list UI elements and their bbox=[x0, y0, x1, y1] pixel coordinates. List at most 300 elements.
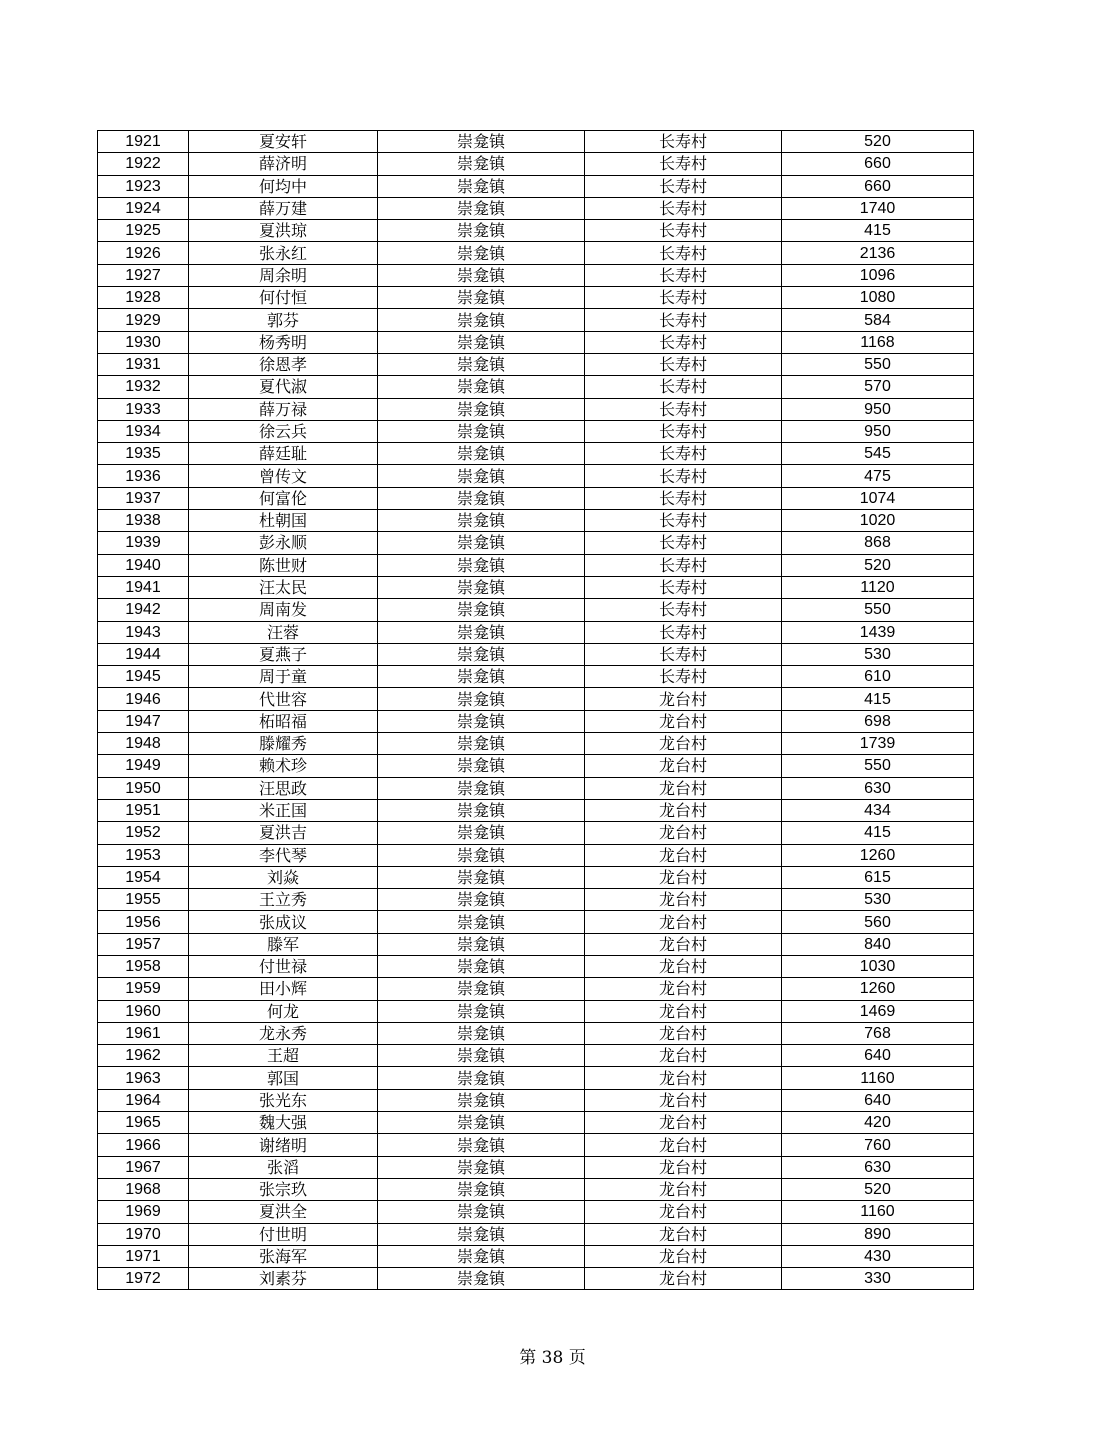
row-number-cell: 1968 bbox=[98, 1178, 189, 1200]
table-row bbox=[98, 866, 974, 888]
table-row bbox=[98, 376, 974, 398]
town-cell: 崇龛镇 bbox=[378, 175, 585, 197]
town-cell: 崇龛镇 bbox=[378, 242, 585, 264]
row-number-cell: 1949 bbox=[98, 755, 189, 777]
row-number-cell: 1928 bbox=[98, 287, 189, 309]
name-cell: 何龙 bbox=[189, 1000, 378, 1022]
village-cell: 龙台村 bbox=[585, 1178, 782, 1200]
name-cell: 刘素芬 bbox=[189, 1268, 378, 1290]
village-cell: 龙台村 bbox=[585, 799, 782, 821]
name-cell: 何付恒 bbox=[189, 287, 378, 309]
name-cell: 赖术珍 bbox=[189, 755, 378, 777]
name-cell: 柘昭福 bbox=[189, 710, 378, 732]
amount-cell: 1074 bbox=[782, 487, 974, 509]
village-cell: 龙台村 bbox=[585, 866, 782, 888]
village-cell: 龙台村 bbox=[585, 1022, 782, 1044]
row-number-cell: 1951 bbox=[98, 799, 189, 821]
amount-cell: 430 bbox=[782, 1245, 974, 1267]
amount-cell: 660 bbox=[782, 175, 974, 197]
row-number-cell: 1923 bbox=[98, 175, 189, 197]
table-row bbox=[98, 1268, 974, 1290]
town-cell: 崇龛镇 bbox=[378, 866, 585, 888]
name-cell: 陈世财 bbox=[189, 554, 378, 576]
name-cell: 田小辉 bbox=[189, 978, 378, 1000]
name-cell: 夏燕子 bbox=[189, 643, 378, 665]
town-cell: 崇龛镇 bbox=[378, 443, 585, 465]
village-cell: 长寿村 bbox=[585, 465, 782, 487]
table-row bbox=[98, 1112, 974, 1134]
town-cell: 崇龛镇 bbox=[378, 599, 585, 621]
amount-cell: 330 bbox=[782, 1268, 974, 1290]
row-number-cell: 1934 bbox=[98, 420, 189, 442]
name-cell: 龙永秀 bbox=[189, 1022, 378, 1044]
amount-cell: 475 bbox=[782, 465, 974, 487]
name-cell: 张海军 bbox=[189, 1245, 378, 1267]
amount-cell: 768 bbox=[782, 1022, 974, 1044]
table-row bbox=[98, 510, 974, 532]
name-cell: 夏洪全 bbox=[189, 1201, 378, 1223]
table-row bbox=[98, 666, 974, 688]
amount-cell: 615 bbox=[782, 866, 974, 888]
name-cell: 周于童 bbox=[189, 666, 378, 688]
village-cell: 龙台村 bbox=[585, 1268, 782, 1290]
table-row bbox=[98, 710, 974, 732]
row-number-cell: 1935 bbox=[98, 443, 189, 465]
row-number-cell: 1929 bbox=[98, 309, 189, 331]
town-cell: 崇龛镇 bbox=[378, 777, 585, 799]
name-cell: 李代琴 bbox=[189, 844, 378, 866]
village-cell: 龙台村 bbox=[585, 1045, 782, 1067]
name-cell: 汪思政 bbox=[189, 777, 378, 799]
name-cell: 徐云兵 bbox=[189, 420, 378, 442]
town-cell: 崇龛镇 bbox=[378, 376, 585, 398]
table-row bbox=[98, 1201, 974, 1223]
town-cell: 崇龛镇 bbox=[378, 420, 585, 442]
name-cell: 彭永顺 bbox=[189, 532, 378, 554]
village-cell: 龙台村 bbox=[585, 978, 782, 1000]
table-row bbox=[98, 621, 974, 643]
amount-cell: 640 bbox=[782, 1089, 974, 1111]
roster-table-body bbox=[98, 131, 974, 1290]
table-row bbox=[98, 1089, 974, 1111]
table-row bbox=[98, 1134, 974, 1156]
village-cell: 龙台村 bbox=[585, 844, 782, 866]
amount-cell: 1740 bbox=[782, 197, 974, 219]
town-cell: 崇龛镇 bbox=[378, 131, 585, 153]
row-number-cell: 1955 bbox=[98, 889, 189, 911]
amount-cell: 950 bbox=[782, 420, 974, 442]
village-cell: 长寿村 bbox=[585, 398, 782, 420]
name-cell: 张光东 bbox=[189, 1089, 378, 1111]
row-number-cell: 1941 bbox=[98, 576, 189, 598]
row-number-cell: 1969 bbox=[98, 1201, 189, 1223]
village-cell: 长寿村 bbox=[585, 576, 782, 598]
town-cell: 崇龛镇 bbox=[378, 844, 585, 866]
village-cell: 长寿村 bbox=[585, 532, 782, 554]
town-cell: 崇龛镇 bbox=[378, 510, 585, 532]
town-cell: 崇龛镇 bbox=[378, 889, 585, 911]
town-cell: 崇龛镇 bbox=[378, 554, 585, 576]
village-cell: 龙台村 bbox=[585, 1156, 782, 1178]
amount-cell: 1160 bbox=[782, 1067, 974, 1089]
row-number-cell: 1937 bbox=[98, 487, 189, 509]
table-row bbox=[98, 398, 974, 420]
name-cell: 付世禄 bbox=[189, 955, 378, 977]
table-row bbox=[98, 1045, 974, 1067]
town-cell: 崇龛镇 bbox=[378, 264, 585, 286]
table-row bbox=[98, 131, 974, 153]
table-row bbox=[98, 264, 974, 286]
table-row bbox=[98, 197, 974, 219]
village-cell: 龙台村 bbox=[585, 688, 782, 710]
amount-cell: 415 bbox=[782, 822, 974, 844]
amount-cell: 1260 bbox=[782, 844, 974, 866]
row-number-cell: 1940 bbox=[98, 554, 189, 576]
row-number-cell: 1942 bbox=[98, 599, 189, 621]
amount-cell: 660 bbox=[782, 153, 974, 175]
table-row bbox=[98, 1245, 974, 1267]
name-cell: 王立秀 bbox=[189, 889, 378, 911]
row-number-cell: 1957 bbox=[98, 933, 189, 955]
table-row bbox=[98, 822, 974, 844]
village-cell: 长寿村 bbox=[585, 153, 782, 175]
amount-cell: 1120 bbox=[782, 576, 974, 598]
name-cell: 付世明 bbox=[189, 1223, 378, 1245]
village-cell: 龙台村 bbox=[585, 710, 782, 732]
name-cell: 周余明 bbox=[189, 264, 378, 286]
row-number-cell: 1971 bbox=[98, 1245, 189, 1267]
table-row bbox=[98, 911, 974, 933]
page-number: 第 38 页 bbox=[519, 1348, 586, 1368]
town-cell: 崇龛镇 bbox=[378, 799, 585, 821]
table-row bbox=[98, 955, 974, 977]
town-cell: 崇龛镇 bbox=[378, 1223, 585, 1245]
row-number-cell: 1960 bbox=[98, 1000, 189, 1022]
name-cell: 张成议 bbox=[189, 911, 378, 933]
village-cell: 长寿村 bbox=[585, 599, 782, 621]
village-cell: 龙台村 bbox=[585, 822, 782, 844]
name-cell: 杨秀明 bbox=[189, 331, 378, 353]
table-row bbox=[98, 1000, 974, 1022]
name-cell: 夏洪吉 bbox=[189, 822, 378, 844]
name-cell: 郭芬 bbox=[189, 309, 378, 331]
amount-cell: 1739 bbox=[782, 733, 974, 755]
row-number-cell: 1938 bbox=[98, 510, 189, 532]
town-cell: 崇龛镇 bbox=[378, 978, 585, 1000]
row-number-cell: 1926 bbox=[98, 242, 189, 264]
row-number-cell: 1924 bbox=[98, 197, 189, 219]
village-cell: 龙台村 bbox=[585, 1245, 782, 1267]
name-cell: 滕耀秀 bbox=[189, 733, 378, 755]
table-row bbox=[98, 487, 974, 509]
amount-cell: 1168 bbox=[782, 331, 974, 353]
row-number-cell: 1925 bbox=[98, 220, 189, 242]
name-cell: 郭国 bbox=[189, 1067, 378, 1089]
name-cell: 薛万建 bbox=[189, 197, 378, 219]
table-row bbox=[98, 799, 974, 821]
town-cell: 崇龛镇 bbox=[378, 1045, 585, 1067]
table-row bbox=[98, 755, 974, 777]
row-number-cell: 1950 bbox=[98, 777, 189, 799]
table-row bbox=[98, 1022, 974, 1044]
village-cell: 龙台村 bbox=[585, 1223, 782, 1245]
amount-cell: 950 bbox=[782, 398, 974, 420]
name-cell: 薛万禄 bbox=[189, 398, 378, 420]
row-number-cell: 1963 bbox=[98, 1067, 189, 1089]
town-cell: 崇龛镇 bbox=[378, 1000, 585, 1022]
row-number-cell: 1943 bbox=[98, 621, 189, 643]
village-cell: 龙台村 bbox=[585, 1000, 782, 1022]
town-cell: 崇龛镇 bbox=[378, 643, 585, 665]
table-row bbox=[98, 599, 974, 621]
table-row bbox=[98, 331, 974, 353]
amount-cell: 520 bbox=[782, 131, 974, 153]
row-number-cell: 1966 bbox=[98, 1134, 189, 1156]
village-cell: 长寿村 bbox=[585, 287, 782, 309]
village-cell: 龙台村 bbox=[585, 1089, 782, 1111]
town-cell: 崇龛镇 bbox=[378, 933, 585, 955]
town-cell: 崇龛镇 bbox=[378, 1156, 585, 1178]
name-cell: 夏安轩 bbox=[189, 131, 378, 153]
name-cell: 滕军 bbox=[189, 933, 378, 955]
village-cell: 长寿村 bbox=[585, 621, 782, 643]
town-cell: 崇龛镇 bbox=[378, 487, 585, 509]
village-cell: 长寿村 bbox=[585, 131, 782, 153]
row-number-cell: 1964 bbox=[98, 1089, 189, 1111]
name-cell: 魏大强 bbox=[189, 1112, 378, 1134]
row-number-cell: 1946 bbox=[98, 688, 189, 710]
table-row bbox=[98, 420, 974, 442]
town-cell: 崇龛镇 bbox=[378, 465, 585, 487]
village-cell: 龙台村 bbox=[585, 777, 782, 799]
row-number-cell: 1933 bbox=[98, 398, 189, 420]
amount-cell: 868 bbox=[782, 532, 974, 554]
village-cell: 龙台村 bbox=[585, 933, 782, 955]
table-row bbox=[98, 978, 974, 1000]
village-cell: 长寿村 bbox=[585, 242, 782, 264]
row-number-cell: 1922 bbox=[98, 153, 189, 175]
row-number-cell: 1953 bbox=[98, 844, 189, 866]
row-number-cell: 1972 bbox=[98, 1268, 189, 1290]
amount-cell: 640 bbox=[782, 1045, 974, 1067]
village-cell: 长寿村 bbox=[585, 175, 782, 197]
table-row bbox=[98, 175, 974, 197]
town-cell: 崇龛镇 bbox=[378, 666, 585, 688]
amount-cell: 1080 bbox=[782, 287, 974, 309]
town-cell: 崇龛镇 bbox=[378, 1245, 585, 1267]
amount-cell: 550 bbox=[782, 599, 974, 621]
row-number-cell: 1948 bbox=[98, 733, 189, 755]
name-cell: 张滔 bbox=[189, 1156, 378, 1178]
row-number-cell: 1965 bbox=[98, 1112, 189, 1134]
table-row bbox=[98, 220, 974, 242]
table-row bbox=[98, 309, 974, 331]
village-cell: 龙台村 bbox=[585, 755, 782, 777]
village-cell: 长寿村 bbox=[585, 666, 782, 688]
town-cell: 崇龛镇 bbox=[378, 1112, 585, 1134]
name-cell: 米正国 bbox=[189, 799, 378, 821]
village-cell: 龙台村 bbox=[585, 911, 782, 933]
row-number-cell: 1927 bbox=[98, 264, 189, 286]
town-cell: 崇龛镇 bbox=[378, 309, 585, 331]
amount-cell: 530 bbox=[782, 643, 974, 665]
name-cell: 汪太民 bbox=[189, 576, 378, 598]
amount-cell: 1096 bbox=[782, 264, 974, 286]
amount-cell: 530 bbox=[782, 889, 974, 911]
row-number-cell: 1970 bbox=[98, 1223, 189, 1245]
table-row bbox=[98, 844, 974, 866]
village-cell: 龙台村 bbox=[585, 955, 782, 977]
amount-cell: 1439 bbox=[782, 621, 974, 643]
amount-cell: 610 bbox=[782, 666, 974, 688]
table-row bbox=[98, 153, 974, 175]
town-cell: 崇龛镇 bbox=[378, 1178, 585, 1200]
table-row bbox=[98, 287, 974, 309]
amount-cell: 630 bbox=[782, 1156, 974, 1178]
name-cell: 张永红 bbox=[189, 242, 378, 264]
table-row bbox=[98, 1223, 974, 1245]
town-cell: 崇龛镇 bbox=[378, 911, 585, 933]
amount-cell: 1469 bbox=[782, 1000, 974, 1022]
amount-cell: 570 bbox=[782, 376, 974, 398]
row-number-cell: 1921 bbox=[98, 131, 189, 153]
amount-cell: 1020 bbox=[782, 510, 974, 532]
town-cell: 崇龛镇 bbox=[378, 621, 585, 643]
table-row bbox=[98, 688, 974, 710]
amount-cell: 698 bbox=[782, 710, 974, 732]
town-cell: 崇龛镇 bbox=[378, 331, 585, 353]
row-number-cell: 1944 bbox=[98, 643, 189, 665]
village-cell: 长寿村 bbox=[585, 487, 782, 509]
name-cell: 夏代淑 bbox=[189, 376, 378, 398]
village-cell: 长寿村 bbox=[585, 353, 782, 375]
town-cell: 崇龛镇 bbox=[378, 1022, 585, 1044]
town-cell: 崇龛镇 bbox=[378, 733, 585, 755]
town-cell: 崇龛镇 bbox=[378, 220, 585, 242]
table-row bbox=[98, 1178, 974, 1200]
name-cell: 汪蓉 bbox=[189, 621, 378, 643]
town-cell: 崇龛镇 bbox=[378, 710, 585, 732]
name-cell: 薛廷耻 bbox=[189, 443, 378, 465]
village-cell: 长寿村 bbox=[585, 197, 782, 219]
row-number-cell: 1931 bbox=[98, 353, 189, 375]
town-cell: 崇龛镇 bbox=[378, 576, 585, 598]
village-cell: 龙台村 bbox=[585, 889, 782, 911]
town-cell: 崇龛镇 bbox=[378, 755, 585, 777]
town-cell: 崇龛镇 bbox=[378, 1134, 585, 1156]
table-row bbox=[98, 554, 974, 576]
amount-cell: 545 bbox=[782, 443, 974, 465]
village-cell: 龙台村 bbox=[585, 1067, 782, 1089]
row-number-cell: 1936 bbox=[98, 465, 189, 487]
table-row bbox=[98, 733, 974, 755]
village-cell: 长寿村 bbox=[585, 376, 782, 398]
table-row bbox=[98, 465, 974, 487]
village-cell: 长寿村 bbox=[585, 510, 782, 532]
name-cell: 夏洪琼 bbox=[189, 220, 378, 242]
town-cell: 崇龛镇 bbox=[378, 287, 585, 309]
table-row bbox=[98, 777, 974, 799]
village-cell: 龙台村 bbox=[585, 733, 782, 755]
village-cell: 长寿村 bbox=[585, 554, 782, 576]
name-cell: 何均中 bbox=[189, 175, 378, 197]
amount-cell: 630 bbox=[782, 777, 974, 799]
roster-table bbox=[97, 130, 974, 1290]
village-cell: 龙台村 bbox=[585, 1134, 782, 1156]
name-cell: 薛济明 bbox=[189, 153, 378, 175]
name-cell: 刘焱 bbox=[189, 866, 378, 888]
name-cell: 王超 bbox=[189, 1045, 378, 1067]
amount-cell: 1260 bbox=[782, 978, 974, 1000]
row-number-cell: 1932 bbox=[98, 376, 189, 398]
table-row bbox=[98, 1067, 974, 1089]
town-cell: 崇龛镇 bbox=[378, 822, 585, 844]
village-cell: 龙台村 bbox=[585, 1112, 782, 1134]
name-cell: 谢绪明 bbox=[189, 1134, 378, 1156]
town-cell: 崇龛镇 bbox=[378, 398, 585, 420]
town-cell: 崇龛镇 bbox=[378, 197, 585, 219]
table-row bbox=[98, 353, 974, 375]
amount-cell: 434 bbox=[782, 799, 974, 821]
amount-cell: 520 bbox=[782, 554, 974, 576]
row-number-cell: 1956 bbox=[98, 911, 189, 933]
name-cell: 周南发 bbox=[189, 599, 378, 621]
table-row bbox=[98, 576, 974, 598]
village-cell: 长寿村 bbox=[585, 443, 782, 465]
name-cell: 代世容 bbox=[189, 688, 378, 710]
village-cell: 长寿村 bbox=[585, 264, 782, 286]
row-number-cell: 1967 bbox=[98, 1156, 189, 1178]
amount-cell: 584 bbox=[782, 309, 974, 331]
row-number-cell: 1954 bbox=[98, 866, 189, 888]
amount-cell: 560 bbox=[782, 911, 974, 933]
town-cell: 崇龛镇 bbox=[378, 153, 585, 175]
amount-cell: 1160 bbox=[782, 1201, 974, 1223]
village-cell: 长寿村 bbox=[585, 331, 782, 353]
amount-cell: 2136 bbox=[782, 242, 974, 264]
row-number-cell: 1962 bbox=[98, 1045, 189, 1067]
town-cell: 崇龛镇 bbox=[378, 1201, 585, 1223]
table-row bbox=[98, 443, 974, 465]
amount-cell: 890 bbox=[782, 1223, 974, 1245]
row-number-cell: 1952 bbox=[98, 822, 189, 844]
amount-cell: 1030 bbox=[782, 955, 974, 977]
town-cell: 崇龛镇 bbox=[378, 532, 585, 554]
village-cell: 长寿村 bbox=[585, 309, 782, 331]
row-number-cell: 1958 bbox=[98, 955, 189, 977]
table-row bbox=[98, 1156, 974, 1178]
name-cell: 何富伦 bbox=[189, 487, 378, 509]
amount-cell: 415 bbox=[782, 220, 974, 242]
name-cell: 曾传文 bbox=[189, 465, 378, 487]
town-cell: 崇龛镇 bbox=[378, 955, 585, 977]
name-cell: 杜朝国 bbox=[189, 510, 378, 532]
amount-cell: 550 bbox=[782, 353, 974, 375]
row-number-cell: 1939 bbox=[98, 532, 189, 554]
amount-cell: 415 bbox=[782, 688, 974, 710]
amount-cell: 520 bbox=[782, 1178, 974, 1200]
amount-cell: 760 bbox=[782, 1134, 974, 1156]
name-cell: 徐恩孝 bbox=[189, 353, 378, 375]
village-cell: 长寿村 bbox=[585, 220, 782, 242]
amount-cell: 550 bbox=[782, 755, 974, 777]
town-cell: 崇龛镇 bbox=[378, 1067, 585, 1089]
row-number-cell: 1930 bbox=[98, 331, 189, 353]
row-number-cell: 1961 bbox=[98, 1022, 189, 1044]
amount-cell: 420 bbox=[782, 1112, 974, 1134]
town-cell: 崇龛镇 bbox=[378, 353, 585, 375]
table-row bbox=[98, 242, 974, 264]
